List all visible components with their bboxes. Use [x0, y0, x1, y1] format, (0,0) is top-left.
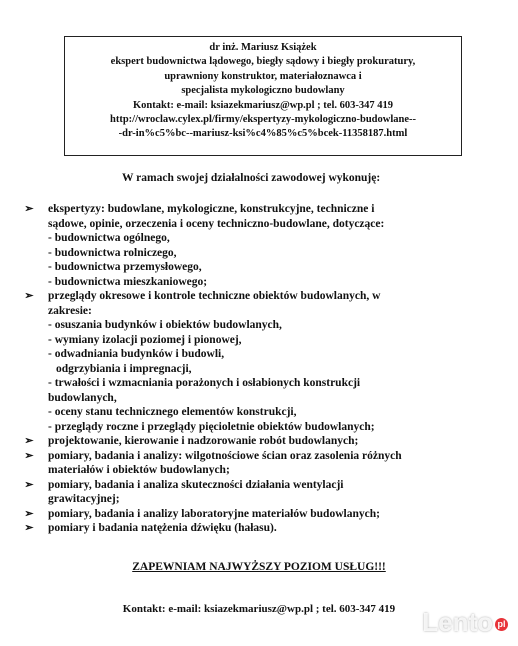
sub-item: - osuszania budynków i obiektów budowlanych,: [48, 319, 282, 331]
arrow-bullet-icon: ➢: [24, 203, 34, 215]
header-url-line-2[interactable]: -dr-in%c5%bc--mariusz-ksi%c4%85%c5%bcek-11358187.html: [118, 128, 408, 140]
sub-item: budowlanych,: [48, 391, 117, 404]
slogan: ZAPEWNIAM NAJWYŻSZY POZIOM USŁUG!!!: [132, 561, 386, 573]
header-title-line-3: specjalista mykologiczno budowlany: [181, 85, 345, 97]
sub-item: - trwałości i wzmacniania porażonych i osłabionych konstrukcji: [48, 377, 361, 389]
arrow-bullet-icon: ➢: [24, 507, 34, 520]
item-line: pomiary, badania i analiza skuteczności działania wentylacji: [48, 478, 344, 491]
list-item: [22, 521, 492, 536]
item-line: pomiary, badania i analizy: wilgotnościowe ścian oraz zasolenia różnych: [48, 449, 402, 462]
list-item: [22, 434, 492, 449]
item-line: grawitacyjnej;: [48, 493, 120, 505]
list-item: [22, 289, 492, 434]
item-line: materiałów i obiektów budowlanych;: [48, 464, 230, 476]
item-line: przeglądy okresowe i kontrole techniczne obiektów budowlanych, w: [48, 290, 381, 302]
header-title-line-1: ekspert budownictwa lądowego, biegły sądowy i biegły prokuratury,: [110, 56, 416, 68]
item-line: projektowanie, kierowanie i nadzorowanie robót budowlanych;: [48, 435, 359, 447]
sub-item: - budownictwa mieszkaniowego;: [48, 275, 208, 288]
list-item: [22, 507, 492, 522]
sub-item: - przeglądy roczne i przeglądy pięcioletnie obiektów budowlanych;: [48, 420, 375, 433]
header-box: [64, 36, 462, 156]
arrow-bullet-icon: ➢: [24, 435, 34, 447]
header-url-line-1[interactable]: http://wroclaw.cylex.pl/firmy/ekspertyzy-mykologiczno-budowlane--: [109, 114, 417, 126]
sub-item: - budownictwa przemysłowego,: [48, 261, 202, 273]
sub-item: odgrzybiania i impregnacji,: [56, 362, 192, 375]
sub-item: - wymiany izolacji poziomej i pionowej,: [48, 333, 242, 346]
arrow-bullet-icon: ➢: [24, 290, 34, 302]
item-line: sądowe, opinie, orzeczenia i oceny techniczno-budowlane, dotyczące:: [48, 217, 385, 230]
sub-item: - odwadniania budynków i budowli,: [48, 348, 225, 360]
list-item: [22, 478, 492, 507]
arrow-bullet-icon: ➢: [24, 522, 34, 534]
item-line: zakresie:: [48, 304, 92, 317]
item-line: pomiary, badania i analizy laboratoryjne materiałów budowlanych;: [48, 507, 380, 520]
intro-text: W ramach swojej działalności zawodowej wykonuję:: [122, 172, 381, 184]
item-line: pomiary i badania natężenia dźwięku (hałasu).: [48, 522, 277, 534]
header-name: dr inż. Mariusz Książek: [209, 42, 317, 53]
watermark-text: Lento: [422, 607, 493, 637]
list-item: [22, 202, 492, 289]
header-contact: Kontakt: e-mail: ksiazekmariusz@wp.pl ; tel. 603-347 419: [133, 99, 393, 111]
lento-watermark: [422, 607, 508, 638]
header-title-line-2: uprawniony konstruktor, materiałoznawca i: [164, 70, 362, 82]
item-line: ekspertyzy: budowlane, mykologiczne, konstrukcyjne, techniczne i: [48, 203, 375, 215]
sub-item: - oceny stanu technicznego elementów konstrukcji,: [48, 406, 297, 418]
sub-item: - budownictwa rolniczego,: [48, 246, 177, 259]
sub-item: - budownictwa ogólnego,: [48, 232, 170, 244]
list-item: [22, 449, 492, 478]
arrow-bullet-icon: ➢: [24, 449, 34, 462]
footer-contact: Kontakt: e-mail: ksiazekmariusz@wp.pl ; tel. 603-347 419: [122, 603, 396, 615]
watermark-badge: pl: [495, 618, 508, 631]
arrow-bullet-icon: ➢: [24, 478, 34, 491]
services-list: [22, 202, 492, 536]
